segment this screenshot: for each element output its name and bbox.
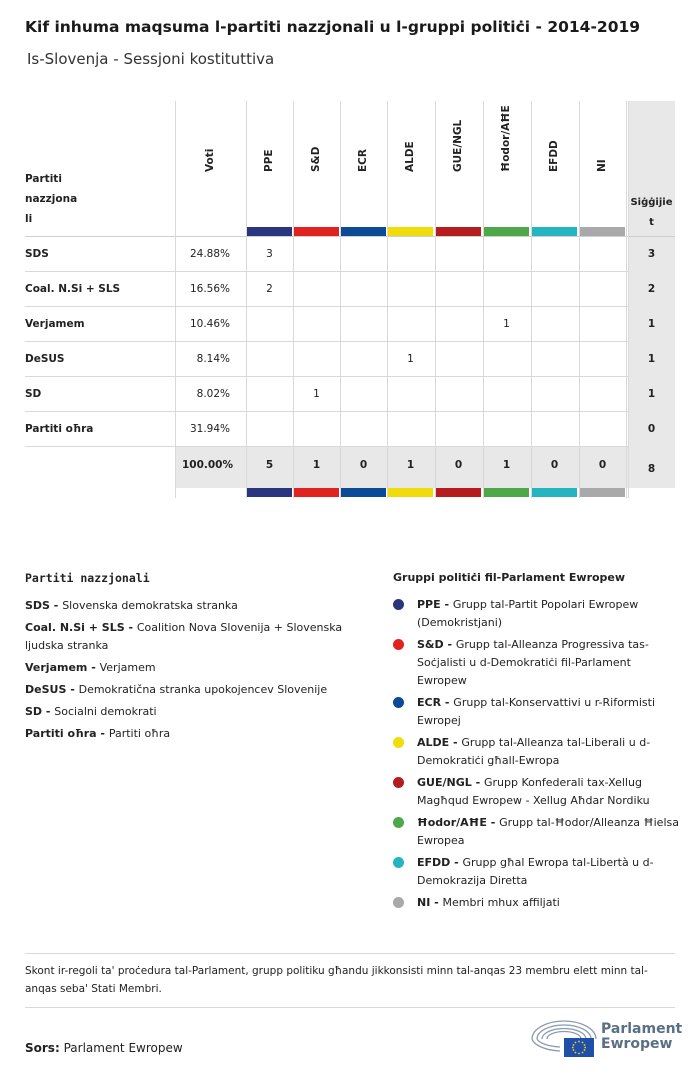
page-title: Kif inhuma maqsuma l-partiti nazzjonali u l-gruppi politiċi - 2014-2019 <box>25 18 641 36</box>
party-full-name: Coalition Nova Slovenija + Slovenska ljudska stranka <box>25 621 343 652</box>
totals-row <box>25 447 675 497</box>
group-legend-item <box>393 694 683 730</box>
grand-total-seats: 8 <box>647 463 656 475</box>
party-abbr: Verjamem - <box>25 661 100 674</box>
group-color-bar <box>435 227 481 236</box>
party-legend-item <box>25 681 375 699</box>
group-color-dot-icon <box>393 599 404 610</box>
group-color-bar <box>531 227 577 236</box>
hemicycle-icon <box>530 1017 598 1057</box>
table-header <box>25 101 675 237</box>
party-legend-title: Partiti nazzjonali <box>25 571 150 585</box>
group-color-bar <box>340 227 386 236</box>
group-legend-item <box>393 596 683 632</box>
group-abbr: GUE/NGL - <box>417 776 484 789</box>
group-legend-title: Gruppi politiċi fil-Parlament Ewropew <box>393 571 626 584</box>
vote-share: 31.94% <box>189 423 230 435</box>
total-seats: 1 <box>647 388 656 400</box>
group-color-bar <box>387 488 433 497</box>
grid-line <box>628 101 629 498</box>
group-color-bar <box>435 488 481 497</box>
party-legend <box>25 571 375 747</box>
total-seats: 1 <box>647 353 656 365</box>
group-column-header <box>435 101 482 236</box>
page-subtitle: Is-Slovenja - Sessjoni kostituttiva <box>27 50 275 68</box>
grid-line <box>626 101 627 498</box>
grid-line <box>483 101 484 498</box>
vote-share: 8.14% <box>196 353 230 365</box>
group-legend-item <box>393 734 683 770</box>
group-column-header <box>387 101 434 236</box>
group-legend-item <box>393 854 683 890</box>
grid-line <box>175 101 176 498</box>
vote-share: 24.88% <box>189 248 230 260</box>
seat-count-cell: 1 <box>503 318 510 330</box>
group-column-header <box>246 101 293 236</box>
group-total-cell: 0 <box>598 459 607 471</box>
total-seats: 3 <box>647 248 656 260</box>
group-color-bar <box>293 488 339 497</box>
rules-note: Skont ir-regoli ta' proċedura tal-Parlament, grupp politiku għandu jikkonsisti minn tal-anqas 23 membru elett minn tal-anqas seba' Stati Membri. <box>25 953 675 1008</box>
group-legend-item <box>393 636 683 690</box>
logo-line-1: Parlament <box>601 1021 683 1037</box>
group-label: GUE/NGL <box>451 119 464 172</box>
table-row <box>25 307 675 342</box>
group-color-dot-icon <box>393 697 404 708</box>
group-label: EFDD <box>547 140 560 172</box>
group-color-dot-icon <box>393 777 404 788</box>
party-legend-item <box>25 725 375 743</box>
group-total-cell: 0 <box>550 459 559 471</box>
group-color-bar <box>483 488 529 497</box>
party-abbr: SDS - <box>25 599 63 612</box>
parliament-logo <box>530 1017 683 1057</box>
party-full-name: Partiti oħra <box>108 727 171 740</box>
party-full-name: Verjamem <box>99 661 156 674</box>
group-abbr: ECR - <box>417 696 454 709</box>
group-label: ALDE <box>403 141 416 172</box>
group-full-name: Grupp għal Ewropa tal-Libertà u d-Demokrazija Diretta <box>417 856 654 887</box>
party-name: DeSUS <box>25 353 65 365</box>
table-body <box>25 237 675 447</box>
group-legend-item <box>393 894 683 912</box>
total-seats: 1 <box>647 318 656 330</box>
group-column-header <box>340 101 387 236</box>
group-abbr: S&D - <box>417 638 456 651</box>
group-legend <box>393 571 683 916</box>
group-label: ECR <box>356 149 369 172</box>
group-column-header <box>293 101 340 236</box>
grid-line <box>293 101 294 498</box>
group-abbr: EFDD - <box>417 856 463 869</box>
group-full-name: Membri mhux affiljati <box>442 896 560 909</box>
group-color-dot-icon <box>393 639 404 650</box>
party-full-name: Slovenska demokratska stranka <box>62 599 238 612</box>
party-abbr: SD - <box>25 705 55 718</box>
group-color-bar <box>340 488 386 497</box>
group-abbr: ALDE - <box>417 736 462 749</box>
group-color-bar <box>531 488 577 497</box>
total-votes: 100.00% <box>181 459 233 471</box>
group-color-bar <box>579 227 625 236</box>
group-label: Ħodor/AĦE <box>499 105 512 172</box>
table-row <box>25 237 675 272</box>
logo-line-2: Ewropew <box>601 1036 673 1052</box>
group-color-dot-icon <box>393 817 404 828</box>
group-full-name: Grupp tal-Partit Popolari Ewropew (Demokristjani) <box>417 598 639 629</box>
vote-share: 10.46% <box>189 318 230 330</box>
party-name: Partiti oħra <box>25 423 94 435</box>
group-legend-item <box>393 774 683 810</box>
grid-line <box>435 101 436 498</box>
party-abbr: DeSUS - <box>25 683 79 696</box>
group-color-dot-icon <box>393 737 404 748</box>
group-total-cell: 1 <box>406 459 415 471</box>
group-legend-item <box>393 814 683 850</box>
seat-count-cell: 3 <box>266 248 273 260</box>
source-label: Sors: <box>25 1041 60 1055</box>
group-total-cell: 1 <box>312 459 321 471</box>
party-abbr: Coal. N.Si + SLS - <box>25 621 137 634</box>
group-label: S&D <box>309 146 322 172</box>
party-full-name: Socialni demokrati <box>54 705 157 718</box>
group-color-dot-icon <box>393 857 404 868</box>
group-full-name: Grupp tal-Alleanza Progressiva tas-Soċjalisti u d-Demokratiċi fil-Parlament Ewropew <box>417 638 649 687</box>
seat-count-cell: 2 <box>266 283 273 295</box>
party-legend-item <box>25 659 375 677</box>
group-abbr: Ħodor/AĦE - <box>417 816 500 829</box>
group-total-cell: 1 <box>502 459 511 471</box>
group-color-bar <box>483 227 529 236</box>
source-line <box>25 1041 183 1055</box>
party-name: SD <box>25 388 42 400</box>
group-full-name: Grupp Konfederali tax-Xellug Magħqud Ewropew - Xellug Aħdar Nordiku <box>417 776 650 807</box>
group-label: NI <box>595 159 608 172</box>
party-name: Coal. N.Si + SLS <box>25 283 121 295</box>
group-column-header <box>483 101 530 236</box>
group-color-bar <box>293 227 339 236</box>
grid-line <box>340 101 341 498</box>
group-full-name: Grupp tal-Alleanza tal-Liberali u d-Demokratiċi għall-Ewropa <box>417 736 651 767</box>
party-name: Verjamem <box>25 318 85 330</box>
group-abbr: NI - <box>417 896 443 909</box>
group-total-cell: 0 <box>454 459 463 471</box>
group-full-name: Grupp tal-Ħodor/Alleanza Ħielsa Ewropea <box>417 816 679 847</box>
party-legend-item <box>25 597 375 615</box>
grid-line <box>531 101 532 498</box>
seat-count-cell: 1 <box>407 353 414 365</box>
seat-count-cell: 1 <box>313 388 320 400</box>
group-column-header <box>579 101 626 236</box>
seats-column-header: Siġġijie t <box>630 197 673 228</box>
grid-line <box>246 101 247 498</box>
table-row <box>25 272 675 307</box>
group-total-cell: 0 <box>359 459 368 471</box>
source-value: Parlament Ewropew <box>63 1041 183 1055</box>
group-color-bar <box>246 488 292 497</box>
party-legend-item <box>25 619 375 655</box>
results-table <box>25 101 675 497</box>
party-column-header: Partiti nazzjona li <box>25 173 78 225</box>
group-total-cell: 5 <box>265 459 274 471</box>
group-column-header <box>531 101 578 236</box>
group-color-bar <box>579 488 625 497</box>
group-color-bar <box>387 227 433 236</box>
total-seats: 0 <box>647 423 656 435</box>
group-full-name: Grupp tal-Konservattivi u r-Riformisti Ewropej <box>417 696 655 727</box>
vote-share: 16.56% <box>189 283 230 295</box>
group-color-bar <box>246 227 292 236</box>
party-abbr: Partiti oħra - <box>25 727 109 740</box>
party-full-name: Demokratična stranka upokojencev Slovenije <box>78 683 328 696</box>
group-abbr: PPE - <box>417 598 453 611</box>
total-seats: 2 <box>647 283 656 295</box>
party-legend-item <box>25 703 375 721</box>
table-row <box>25 412 675 447</box>
party-name: SDS <box>25 248 49 260</box>
vote-share: 8.02% <box>196 388 230 400</box>
table-row <box>25 377 675 412</box>
grid-line <box>387 101 388 498</box>
group-label: PPE <box>262 149 275 172</box>
group-color-dot-icon <box>393 897 404 908</box>
table-row <box>25 342 675 377</box>
grid-line <box>579 101 580 498</box>
votes-column-header: Voti <box>203 148 216 172</box>
